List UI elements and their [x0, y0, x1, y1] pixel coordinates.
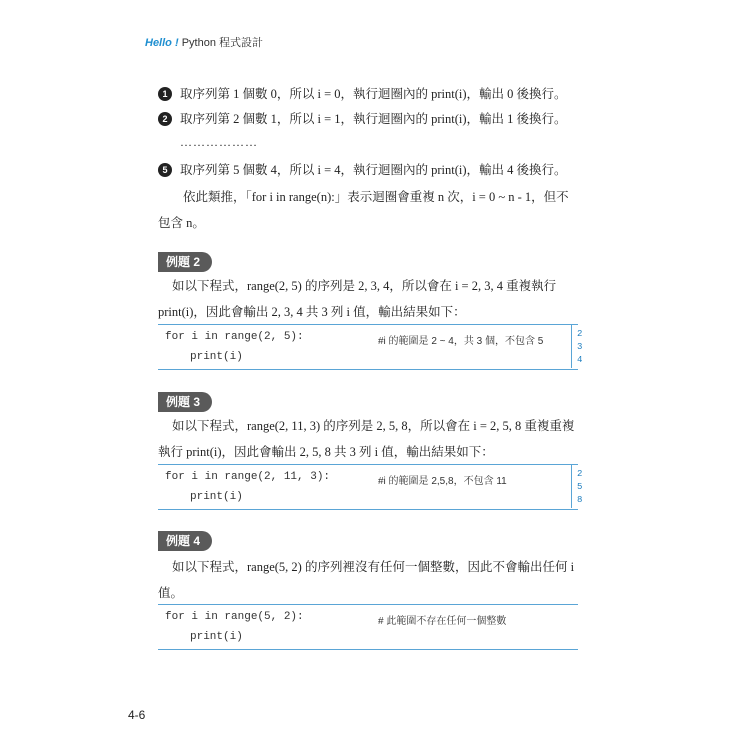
code-comment: #i 的範圍是 2 ~ 4，共 3 個，不包含 5: [378, 336, 544, 347]
summary-paragraph: 依此類推，「for i in range(n):」表示迴圈會重複 n 次，i = 0 ~ n - 1，但不包含 n。: [158, 190, 569, 230]
step-marker: 5: [158, 163, 172, 177]
code-block: [158, 324, 578, 370]
step-text: 取序列第 5 個數 4，所以 i = 4，執行迴圈內的 print(i)，輸出 4 後換行。: [180, 163, 567, 177]
output-divider: [571, 324, 572, 368]
step-2: [158, 109, 567, 129]
output-value: 3: [577, 342, 583, 352]
code-line: print(i): [190, 351, 243, 363]
step-5: [158, 160, 567, 180]
code-line: print(i): [190, 491, 243, 503]
step-text: 取序列第 1 個數 0，所以 i = 0，執行迴圈內的 print(i)，輸出 0 後換行。: [180, 87, 567, 101]
code-line: for i in range(2, 5):: [165, 331, 304, 343]
code-line: for i in range(2, 11, 3):: [165, 471, 331, 483]
code-comment: # 此範圍不存在任何一個整數: [378, 616, 507, 627]
code-block: [158, 464, 578, 510]
output-value: 5: [577, 482, 583, 492]
step-text: 取序列第 2 個數 1，所以 i = 1，執行迴圈內的 print(i)，輸出 1 後換行。: [180, 112, 567, 126]
example-description: 如以下程式，range(2, 5) 的序列是 2, 3, 4，所以會在 i = 2, 3, 4 重複執行 print(i)，因此會輸出 2, 3, 4 共 3 列 i 值，輸出結果如下：: [158, 279, 557, 319]
ellipsis: ………………: [180, 135, 258, 149]
code-comment: #i 的範圍是 2,5,8，不包含 11: [378, 476, 507, 487]
step-1: [158, 84, 567, 104]
example-description: 如以下程式，range(5, 2) 的序列裡沒有任何一個整數，因此不會輸出任何 i 值。: [158, 560, 575, 600]
output-values: [577, 328, 582, 367]
header-hello: Hello !: [145, 37, 179, 49]
step-marker: 1: [158, 87, 172, 101]
example-badge: 例題 3: [158, 392, 212, 412]
page-number: 4-6: [128, 708, 146, 722]
example-badge: 例題 4: [158, 531, 212, 551]
output-value: 2: [577, 329, 583, 339]
example-description: 如以下程式，range(2, 11, 3) 的序列是 2, 5, 8，所以會在 i = 2, 5, 8 重複重複執行 print(i)，因此會輸出 2, 5, 8 共 3 列 i 值，輸出結果如下：: [158, 419, 575, 459]
output-value: 2: [577, 469, 583, 479]
output-value: 8: [577, 495, 583, 505]
code-block: [158, 604, 578, 650]
output-values: [577, 468, 582, 507]
output-divider: [571, 464, 572, 508]
header-title: Python 程式設計: [181, 37, 263, 49]
running-header: [145, 34, 263, 50]
output-value: 4: [577, 355, 583, 365]
step-marker: 2: [158, 112, 172, 126]
code-line: print(i): [190, 631, 243, 643]
example-badge: 例題 2: [158, 252, 212, 272]
code-line: for i in range(5, 2):: [165, 611, 304, 623]
